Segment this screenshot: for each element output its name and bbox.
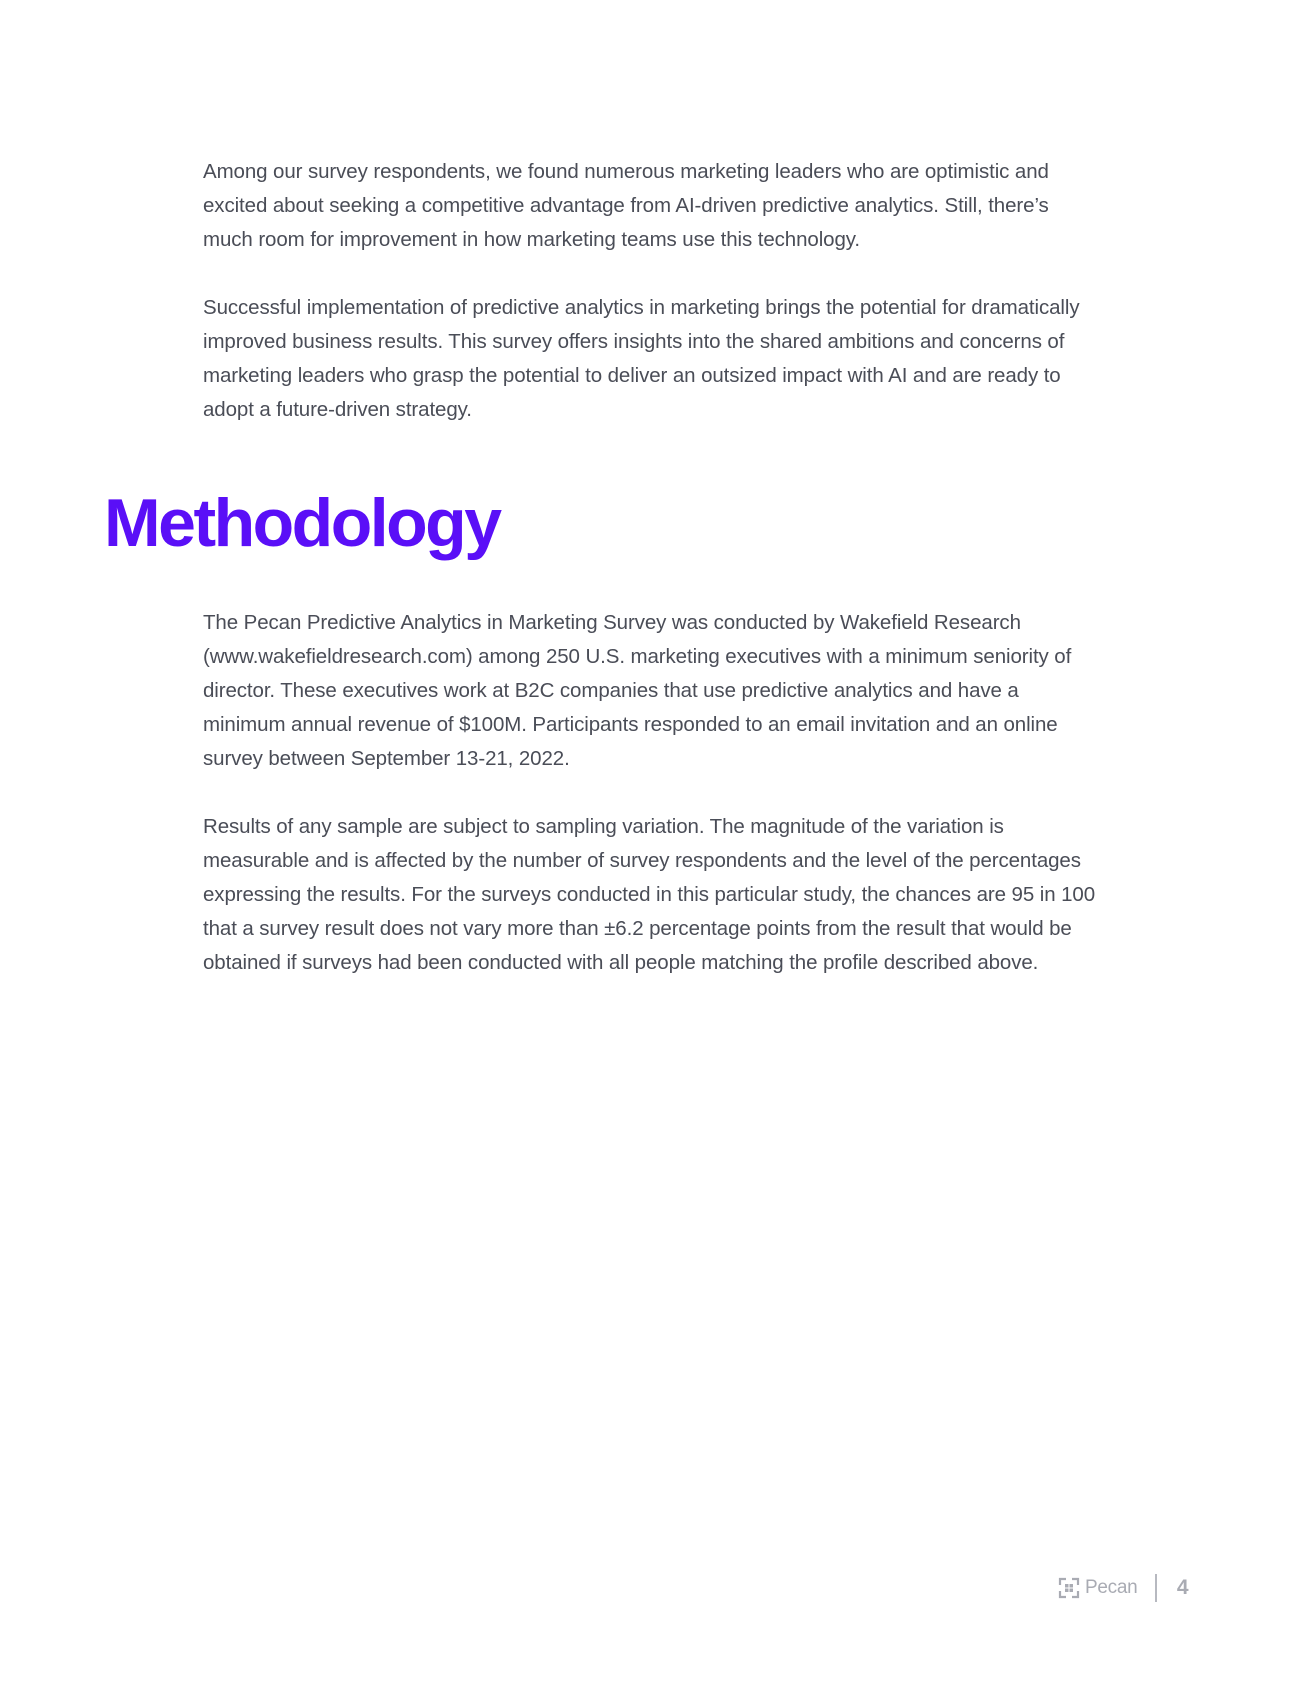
methodology-paragraph-2: Results of any sample are subject to sampling variation. The magnitude of the variation is measurable and is affected by the number of survey respondents and the level of the percentages expressing the results. For the surveys conducted in this particular study, the chances are 95 in 100 that a survey result does not vary more than ±6.2 percentage points from the result that would be obtained if surveys had been conducted with all people matching the profile described above. — [203, 815, 1096, 974]
page-number: 4 — [1176, 1576, 1189, 1599]
brand-name: Pecan — [1085, 1577, 1138, 1598]
footer-divider — [1155, 1574, 1157, 1602]
pecan-logo-icon — [1058, 1577, 1080, 1599]
pecan-logo — [1058, 1577, 1137, 1599]
page-footer — [1058, 1570, 1189, 1606]
intro-paragraph-2: Successful implementation of predictive analytics in marketing brings the potential for dramatically improved business results. This survey offers insights into the shared ambitions and concerns of marketing leaders who grasp the potential to deliver an outsized impact with AI and are ready to adopt a future-driven strategy. — [203, 296, 1080, 421]
methodology-paragraph-1: The Pecan Predictive Analytics in Marketing Survey was conducted by Wakefield Research (www.wakefieldresearch.com) among 250 U.S. marketing executives with a minimum seniority of director. These executives work at B2C companies that use predictive analytics and have a minimum annual revenue of $100M. Participants responded to an email invitation and an online survey between September 13-21, 2022. — [203, 611, 1072, 770]
methodology-section — [203, 606, 1098, 980]
intro-paragraph-1: Among our survey respondents, we found numerous marketing leaders who are optimistic and excited about seeking a competitive advantage from AI-driven predictive analytics. Still, there’s much room for improvement in how marketing teams use this technology. — [203, 160, 1049, 251]
methodology-heading: Methodology — [104, 485, 500, 561]
intro-section — [203, 155, 1098, 427]
